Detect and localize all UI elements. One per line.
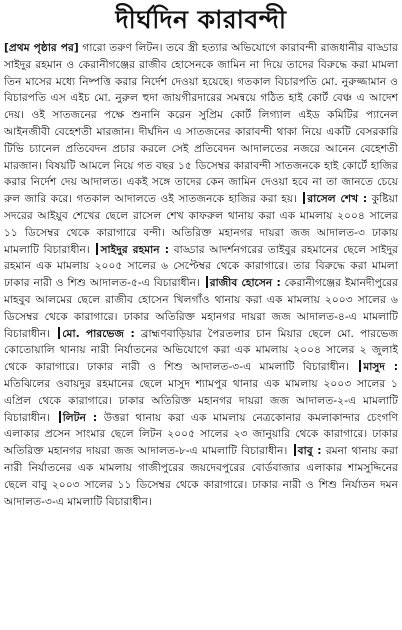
article-body xyxy=(4,40,398,626)
entry-name: সাইদুর রহমান : xyxy=(100,242,169,256)
separator-bar xyxy=(359,360,361,372)
entry-text: রমনা থানায় করা নারী নির্যাতনের এক মামলায় গাজীপুরের জয়দেবপুরের বোর্ডবাজার এলাকার শামসুদ্দিনের ছেলে বাবু ২০০৩ সালের ১১ ডিসেম্বর থেকে কারাগারে। ঢাকার নারী ও শিশু নির্যাতন দমন আদালত-৩-এ মামলাটি বিচারাধীন। xyxy=(4,444,398,508)
entry-name: লিটন : xyxy=(62,410,98,424)
entry-text: ব্রাহ্মণবাড়িয়ার পৈরতলার চান মিয়ার ছেলে মো. পারভেজ কোতোয়ালি থানায় নারী নির্যাতনের অভিযোগে করা এক মামলায় ২০০৪ সালের ২ জুলাই থেকে কারাগারে। ঢাকার নারী ও শিশু আদালত-৩-এ মামলাটি বিচারাধীন। xyxy=(4,326,398,374)
entry-name: রাসেল শেখ : xyxy=(307,192,368,206)
entry-name: মো. পারভেজ : xyxy=(62,326,135,340)
separator-bar xyxy=(206,276,208,288)
entry-name: রাজীব হোসেন : xyxy=(209,276,281,290)
continued-label: প্রথম পৃষ্ঠার পর xyxy=(8,41,74,54)
separator-bar xyxy=(96,243,98,255)
separator-bar xyxy=(59,411,61,423)
continued-bracket-close: ] xyxy=(73,41,79,54)
entry-text: বাড্ডার আদর্শনগরের তাইবুর রহমানের ছেলে সাইদুর রহমান এক মামলায় ২০০৫ সালের ৬ সেপ্টেম্বর থেকে কারাগারে। তার বিরুদ্ধে করা মামলা ঢাকার নারী ও শিশু আদালত-৫-এ বিচারাধীন। xyxy=(4,242,398,290)
headline: দীর্ঘদিন কারাবন্দী xyxy=(115,5,287,34)
entry-text: কুষ্টিয়া সদরের আইয়ুব শেখের ছেলে রাসেল শেখ কাফরুল থানায় করা এক মামলায় ২০০৪ সালের ১১ ডিসেম্বর থেকে কারাগারে বন্দী। অতিরিক্ত মহানগর দায়রা জজ আদালত-৩ ঢাকায় মামলাটি বিচারাধীন। xyxy=(4,192,398,256)
entry-name: মাসুদ : xyxy=(363,360,398,374)
lead-paragraph: গারো তরুণ লিটন। তবে স্ত্রী হত্যার অভিযোগে কারাবন্দী রাজধানীর বাড্ডার সাইদুর রহমান ও কেরানীগঞ্জের রাজীব হোসেনকে জামিন না দিয়ে তাদের বিরুদ্ধে করা মামলা তিন মাসের মধ্যে নিষ্পত্তি করার নির্দেশ দেওয়া হয়েছে। গতকাল বিচারপতি মো. নুরুজ্জামান ও বিচারপতি এস এইচ মো. নুরুল হুদা জায়গীরদারের সমন্বয়ে গঠিত হাই কোর্ট বেঞ্চ এ আদেশ দেয়। ওই সাতজনের পক্ষে শুনানি করেন সুপ্রিম কোর্ট লিগ্যাল এইড কমিটির প্যানেল আইনজীবী বেহেশতী মারজান। দীর্ঘদিন এ সাতজনের কারাবন্দী থাকা নিয়ে একটি বেসরকারি টিভি চ্যানেল প্রতিবেদন প্রচার করলে সেই প্রতিবেদন আদালতের নজরে আনেন বেহেশতী মারজান। বিষয়টি আমলে নিয়ে গত বছর ১৫ ডিসেম্বর কারাবন্দী সাতজনকে হাই কোর্টে হাজির করার নির্দেশ দেয় আদালত। একই সঙ্গে তাদের কেন জামিন দেওয়া হবে না তা জানতে চেয়ে রুল জারি করে। গতকাল আদালতে ওই সাতজনকে হাজির করা হয়। xyxy=(4,41,398,206)
entry-text: উত্তরা থানায় করা এক মামলায় নেত্রকোনার কমলাকান্দার চেংগণি এলাকার প্রসেন সাংমার ছেলে লিটন ২০০৫ সালের ২৩ জানুয়ারি থেকে কারাগারে। ঢাকার অতিরিক্ত মহানগর দায়রা জজ আদালত-৮-এ মামলাটি বিচারাধীন। xyxy=(4,410,398,458)
separator-bar xyxy=(58,327,60,339)
entry-text: কেরানীগঞ্জের ইমানদীপুরের মাহবুব আলমের ছেলে রাজীব হোসেন খিলগাঁও থানায় করা এক মামলায় ২০০৩ সালের ৬ ডিসেম্বর থেকে কারাগারে। ঢাকার অতিরিক্ত মহানগর দায়রা জজ আদালত-৪-এ মামলাটি বিচারাধীন। xyxy=(4,276,398,340)
continued-bracket-open: [ xyxy=(4,41,9,54)
separator-bar xyxy=(303,192,305,204)
entry-text: মতিঝিলের ওবায়দুর রহমানের ছেলে মাসুদ শ্যামপুর থানার এক মামলায় ২০০৩ সালের ১ এপ্রিল থেকে কারাগারে। ঢাকার অতিরিক্ত মহানগর দায়রা জজ আদালত-২-এ মামলাটি বিচারাধীন। xyxy=(4,376,398,424)
entry-name: বাবু : xyxy=(297,444,322,458)
separator-bar xyxy=(294,444,296,456)
